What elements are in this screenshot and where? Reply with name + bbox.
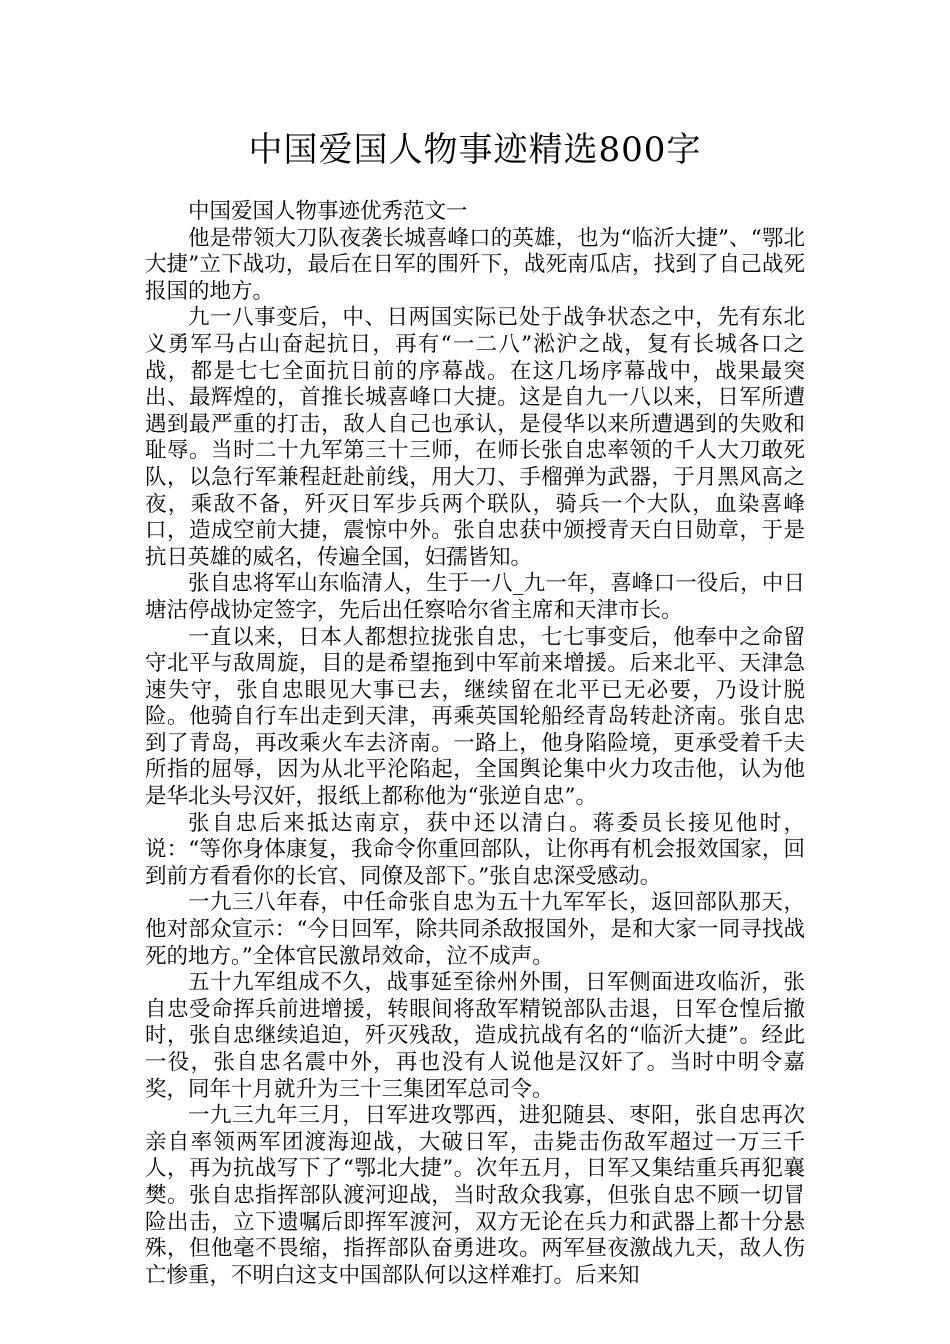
paragraph: 一九三八年春，中任命张自忠为五十九军军长，返回部队那天，他对部众宣示：“今日回军，除共同杀敌报国外，是和大家一同寻找战死的地方。”全体官民激昂效命，泣不成声。 bbox=[145, 890, 805, 969]
paragraph: 五十九军组成不久，战事延至徐州外围，日军侧面进攻临沂，张自忠受命挥兵前进增援，转眼间将敌军精锐部队击退，日军仓惶后撤时，张自忠继续追迫，歼灭残敌，造成抗战有名的“临沂大捷”。经此一役，张自忠名震中外，再也没有人说他是汉奸了。当时中明令嘉奖，同年十月就升为三十三集团军总司令。 bbox=[145, 970, 805, 1102]
paragraph: 张自忠后来抵达南京，获中还以清白。蒋委员长接见他时，说：“等你身体康复，我命令你重回部队，让你再有机会报效国家，回到前方看看你的长官、同僚及部下。”张自忠深受感动。 bbox=[145, 810, 805, 889]
paragraph: 一九三九年三月，日军进攻鄂西，进犯随县、枣阳，张自忠再次亲自率领两军团渡海迎战，大破日军，击毙击伤敌军超过一万三千人，再为抗战写下了“鄂北大捷”。次年五月，日军又集结重兵再犯襄樊。张自忠指挥部队渡河迎战，当时敌众我寡，但张自忠不顾一切冒险出击，立下遗嘱后即挥军渡河，双方无论在兵力和武器上都十分悬殊，但他毫不畏缩，指挥部队奋勇进攻。两军昼夜激战九天，敌人伤亡惨重，不明白这支中国部队何以这样难打。后来知 bbox=[145, 1103, 805, 1288]
paragraph: 他是带领大刀队夜袭长城喜峰口的英雄，也为“临沂大捷”、“鄂北大捷”立下战功，最后在日军的围歼下，战死南瓜店，找到了自己战死报国的地方。 bbox=[145, 225, 805, 304]
section-heading: 中国爱国人物事迹优秀范文一 bbox=[188, 199, 468, 224]
paragraph: 张自忠将军山东临清人，生于一八_九一年，喜峰口一役后，中日塘沽停战协定签字，先后出任察哈尔省主席和天津市长。 bbox=[145, 571, 805, 623]
paragraph: 一直以来，日本人都想拉拢张自忠，七七事变后，他奉中之命留守北平与敌周旋，目的是希望拖到中军前来增援。后来北平、天津急速失守，张自忠眼见大事已去，继续留在北平已无必要，乃设计脱险。他骑自行车出走到天津，再乘英国轮船经青岛转赴济南。张自忠到了青岛，再改乘火车去济南。一路上，他身陷险境，更承受着千夫所指的屈辱，因为从北平沦陷起，全国舆论集中火力攻击他，认为他是华北头号汉奸，报纸上都称他为“张逆自忠”。 bbox=[145, 624, 805, 810]
document-title: 中国爱国人物事迹精选800字 bbox=[248, 130, 702, 170]
paragraph: 九一八事变后，中、日两国实际已处于战争状态之中，先有东北义勇军马占山奋起抗日，再有“一二八”淞沪之战，复有长城各口之战，都是七七全面抗日前的序幕战。在这几场序幕战中，战果最突出、最辉煌的，首推长城喜峰口大捷。这是自九一八以来，日军所遭遇到最严重的打击，敌人自己也承认，是侵华以来所遭遇到的失败和耻辱。当时二十九军第三十三师，在师长张自忠率领的千人大刀敢死队，以急行军兼程赶赴前线，用大刀、手榴弹为武器，于月黑风高之夜，乘敌不备，歼灭日军步兵两个联队，骑兵一个大队，血染喜峰口，造成空前大捷，震惊中外。张自忠获中颁授青天白日勋章，于是抗日英雄的威名，传遍全国，妇孺皆知。 bbox=[145, 305, 805, 570]
document-body bbox=[145, 199, 805, 1289]
